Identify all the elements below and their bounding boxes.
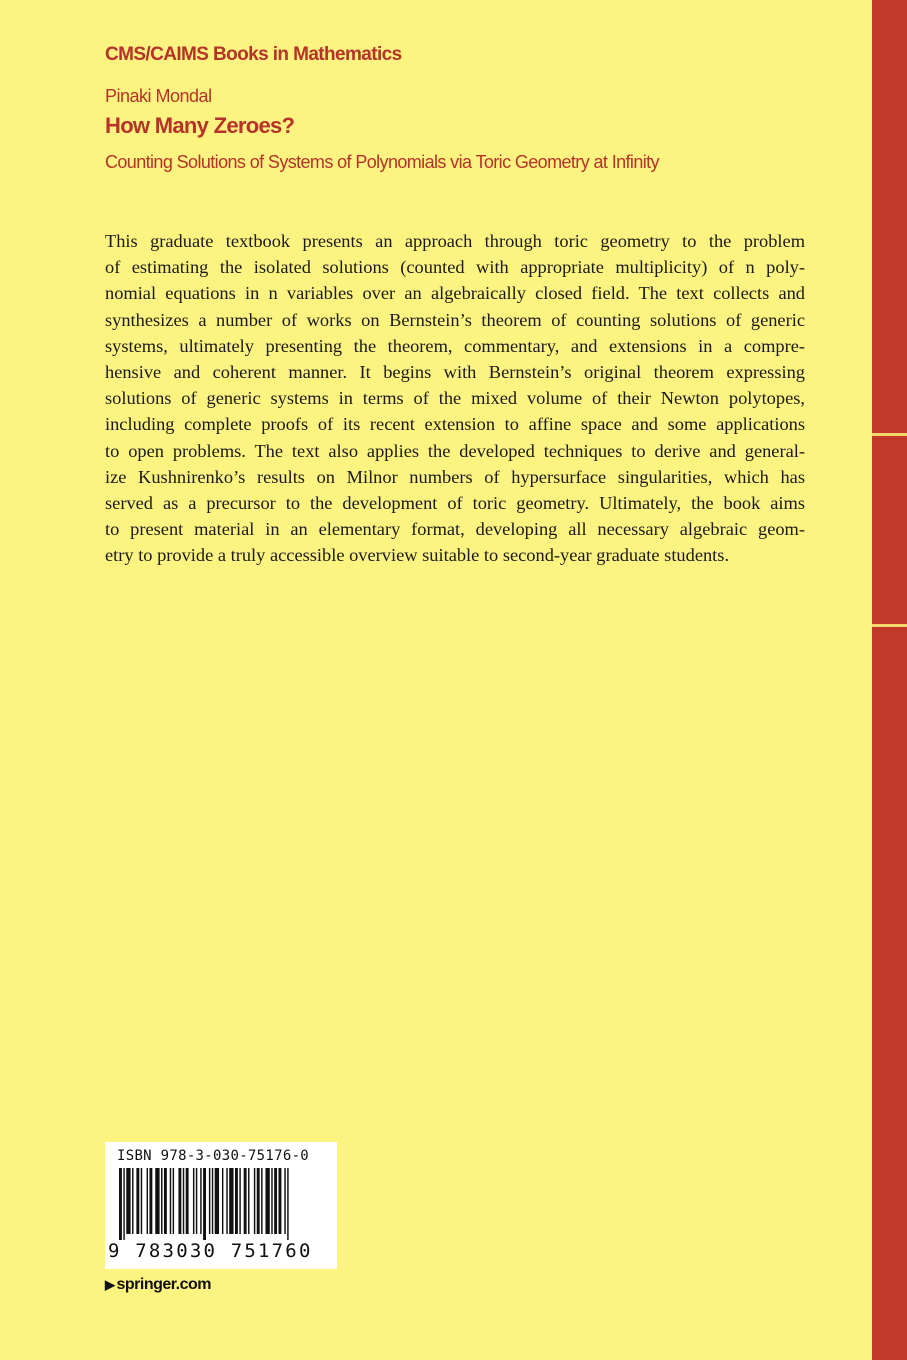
barcode-bar	[200, 1168, 201, 1234]
blurb-line: ize Kushnirenko’s results on Milnor numbers of hypersurface singularities, which has	[105, 466, 805, 487]
book-title: How Many Zeroes?	[105, 113, 295, 138]
barcode-bar	[173, 1168, 174, 1234]
barcode-bar	[155, 1168, 159, 1234]
barcode-bar	[164, 1168, 167, 1234]
barcode-bar	[226, 1168, 227, 1234]
barcode-bar	[248, 1168, 249, 1234]
barcode-bar	[287, 1168, 288, 1240]
blurb-line: nomial equations in n variables over an algebraically closed field. The text collects and	[105, 283, 805, 304]
barcode-bar	[186, 1168, 189, 1234]
blurb-line: etry to provide a truly accessible overview suitable to second-year graduate students.	[105, 545, 730, 566]
blurb-line: synthesizes a number of works on Bernstein’s theorem of counting solutions of generic	[105, 309, 805, 330]
blurb-line: systems, ultimately presenting the theorem, commentary, and extensions in a compre-	[105, 335, 805, 356]
barcode-bar	[161, 1168, 162, 1234]
barcode-bar	[229, 1168, 233, 1234]
series-name: CMS/CAIMS Books in Mathematics	[105, 44, 402, 65]
barcode-bar	[235, 1168, 238, 1234]
blurb-line: solutions of generic systems in terms of the mixed volume of their Newton polytopes,	[105, 388, 805, 409]
barcode-bar	[257, 1168, 260, 1234]
publisher-url: springer.com	[116, 1276, 211, 1293]
barcode-bar	[132, 1168, 133, 1234]
barcode-bar	[274, 1168, 277, 1234]
author-name: Pinaki Mondal	[105, 86, 212, 106]
barcode-bar	[265, 1168, 269, 1234]
barcode-bar	[141, 1168, 142, 1234]
barcode-bar	[193, 1168, 194, 1234]
barcode-bar	[212, 1168, 213, 1234]
barcode-bar	[183, 1168, 184, 1234]
barcode-bar	[147, 1168, 148, 1234]
barcode-bar	[178, 1168, 181, 1234]
barcode-bar	[136, 1168, 139, 1234]
barcode-bar	[222, 1168, 223, 1234]
blurb-line: to present material in an elementary format, developing all necessary algebraic geom-	[105, 519, 805, 540]
publisher-link[interactable]	[105, 1276, 211, 1294]
isbn-label: ISBN 978-3-030-75176-0	[117, 1148, 310, 1164]
spine-stripe	[872, 0, 907, 1360]
barcode-bar	[123, 1168, 124, 1240]
spine-divider-top	[872, 433, 907, 436]
blurb-line: of estimating the isolated solutions (counted with appropriate multiplicity) of n poly-	[105, 257, 805, 278]
barcode-bar	[254, 1168, 255, 1234]
barcode-bar	[149, 1168, 152, 1234]
barcode-bar	[170, 1168, 171, 1234]
back-cover-blurb	[105, 228, 805, 569]
blurb-line: served as a precursor to the development of toric geometry. Ultimately, the book aims	[105, 493, 805, 514]
barcode-bar	[244, 1168, 247, 1234]
barcode-bar	[271, 1168, 272, 1234]
barcode-bar	[215, 1168, 219, 1234]
isbn-digits: 9 783030 751760	[108, 1240, 313, 1262]
blurb-line: including complete proofs of its recent extension to affine space and some applications	[105, 414, 805, 435]
barcode-bar	[196, 1168, 197, 1234]
barcode-bar	[119, 1168, 122, 1240]
barcode-bar	[261, 1168, 262, 1234]
blurb-line: to open problems. The text also applies the developed techniques to derive and general-	[105, 440, 805, 461]
barcode-bar	[126, 1168, 130, 1234]
spine-divider-bottom	[872, 624, 907, 627]
book-subtitle: Counting Solutions of Systems of Polynomials via Toric Geometry at Infinity	[105, 152, 659, 172]
isbn-barcode	[105, 1142, 337, 1269]
barcode-bar	[203, 1168, 206, 1240]
blurb-line: This graduate textbook presents an approach through toric geometry to the problem	[105, 231, 805, 251]
barcode-bar	[284, 1168, 285, 1234]
barcode-bar	[279, 1168, 282, 1234]
blurb-line: hensive and coherent manner. It begins with Bernstein’s original theorem expressing	[105, 362, 805, 383]
play-arrow-icon: ▶	[105, 1277, 115, 1292]
barcode-bar	[209, 1168, 210, 1234]
barcode-bars	[111, 1168, 331, 1240]
barcode-bar	[239, 1168, 240, 1234]
